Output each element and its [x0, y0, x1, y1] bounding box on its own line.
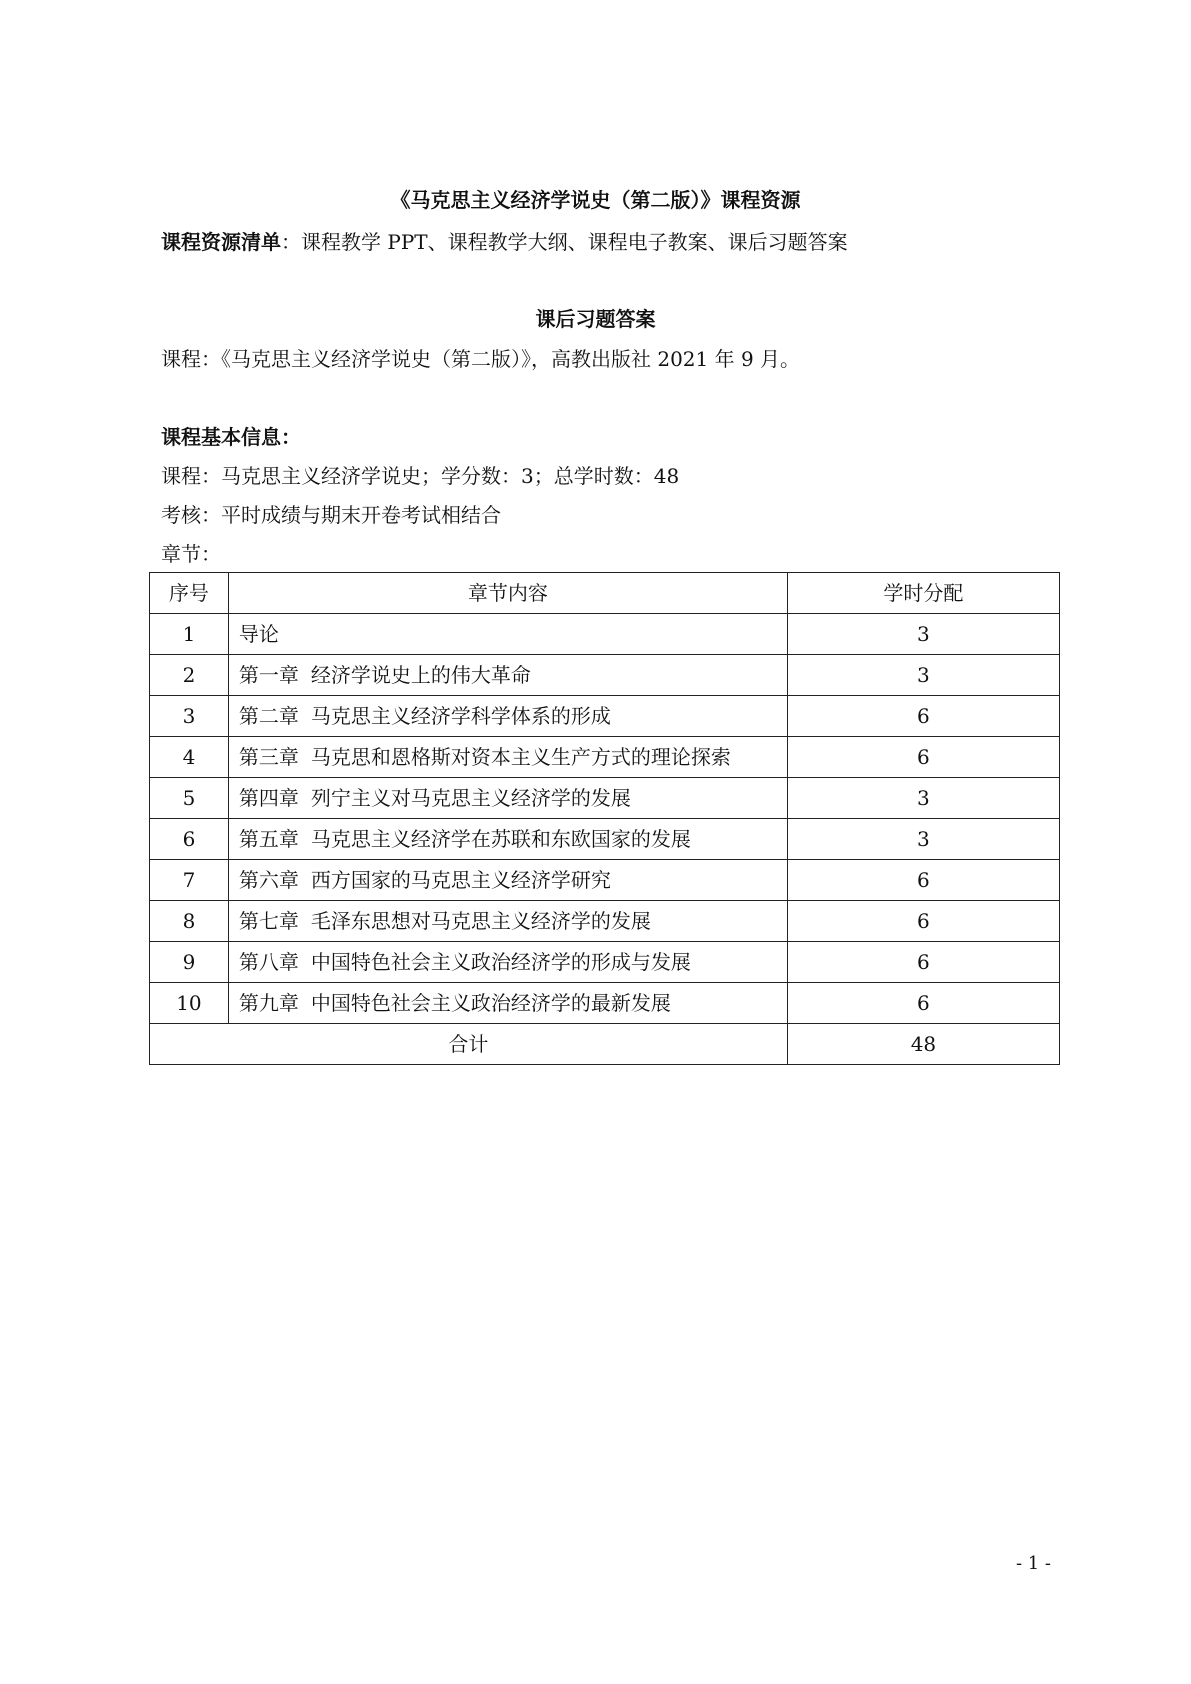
row-hours: 6	[787, 901, 1059, 942]
header-no: 序号	[150, 573, 229, 614]
row-content	[228, 942, 787, 983]
row-hours: 6	[787, 942, 1059, 983]
row-hours: 6	[787, 696, 1059, 737]
chapter-label: 章节：	[161, 542, 221, 566]
table-row	[150, 778, 1060, 819]
row-content	[228, 614, 787, 655]
table-row	[150, 737, 1060, 778]
row-content	[228, 655, 787, 696]
row-title: 中国特色社会主义政治经济学的最新发展	[310, 991, 671, 1015]
row-no: 3	[150, 696, 229, 737]
row-chapter: 第三章	[238, 745, 299, 769]
row-content	[228, 901, 787, 942]
row-content	[228, 819, 787, 860]
row-chapter: 第六章	[238, 868, 299, 892]
resource-list-line	[161, 228, 848, 256]
row-chapter: 第二章	[238, 704, 299, 728]
row-no: 9	[150, 942, 229, 983]
table-row	[150, 860, 1060, 901]
row-no: 10	[150, 983, 229, 1024]
table-header-row	[150, 573, 1060, 614]
row-title: 马克思主义经济学科学体系的形成	[310, 704, 611, 728]
document-title: 《马克思主义经济学说史（第二版）》课程资源	[390, 188, 801, 212]
row-content	[228, 696, 787, 737]
row-no: 6	[150, 819, 229, 860]
row-hours: 6	[787, 983, 1059, 1024]
assessment-line: 考核：平时成绩与期末开卷考试相结合	[161, 503, 501, 527]
row-title: 毛泽东思想对马克思主义经济学的发展	[310, 909, 651, 933]
row-content	[228, 983, 787, 1024]
row-hours: 6	[787, 860, 1059, 901]
row-title: 中国特色社会主义政治经济学的形成与发展	[310, 950, 691, 974]
page-number: - 1 -	[1015, 1553, 1051, 1574]
row-hours: 3	[787, 655, 1059, 696]
row-no: 8	[150, 901, 229, 942]
total-hours: 48	[787, 1024, 1059, 1065]
row-chapter: 第五章	[238, 827, 299, 851]
row-hours: 3	[787, 614, 1059, 655]
course-line: 课程：《马克思主义经济学说史（第二版）》，高教出版社 2021 年 9 月。	[161, 347, 801, 371]
table-row	[150, 901, 1060, 942]
header-content: 章节内容	[228, 573, 787, 614]
header-hours: 学时分配	[787, 573, 1059, 614]
table-row	[150, 655, 1060, 696]
row-chapter: 导论	[238, 622, 279, 646]
row-content	[228, 860, 787, 901]
chapter-table	[149, 572, 1060, 1065]
row-no: 5	[150, 778, 229, 819]
table-row	[150, 819, 1060, 860]
row-hours: 3	[787, 819, 1059, 860]
row-no: 4	[150, 737, 229, 778]
row-no: 7	[150, 860, 229, 901]
basic-info-heading: 课程基本信息：	[161, 425, 301, 449]
row-title: 马克思主义经济学在苏联和东欧国家的发展	[310, 827, 691, 851]
row-hours: 6	[787, 737, 1059, 778]
row-chapter: 第九章	[238, 991, 299, 1015]
row-no: 2	[150, 655, 229, 696]
table-row	[150, 942, 1060, 983]
resource-list-label: 课程资源清单	[161, 230, 281, 254]
row-chapter: 第七章	[238, 909, 299, 933]
table-total-row	[150, 1024, 1060, 1065]
total-label: 合计	[150, 1024, 788, 1065]
table-row	[150, 614, 1060, 655]
row-chapter: 第四章	[238, 786, 299, 810]
table-row	[150, 983, 1060, 1024]
course-info-line: 课程：马克思主义经济学说史；学分数：3；总学时数：48	[161, 464, 680, 488]
row-title: 马克思和恩格斯对资本主义生产方式的理论探索	[310, 745, 731, 769]
table-row	[150, 696, 1060, 737]
section-subtitle: 课后习题答案	[535, 307, 656, 331]
row-title: 经济学说史上的伟大革命	[310, 663, 531, 687]
row-title: 西方国家的马克思主义经济学研究	[310, 868, 611, 892]
row-chapter: 第八章	[238, 950, 299, 974]
row-hours: 3	[787, 778, 1059, 819]
row-title: 列宁主义对马克思主义经济学的发展	[310, 786, 631, 810]
row-chapter: 第一章	[238, 663, 299, 687]
row-content	[228, 778, 787, 819]
row-content	[228, 737, 787, 778]
row-no: 1	[150, 614, 229, 655]
resource-list-text: ：课程教学 PPT、课程教学大纲、课程电子教案、课后习题答案	[281, 230, 848, 254]
